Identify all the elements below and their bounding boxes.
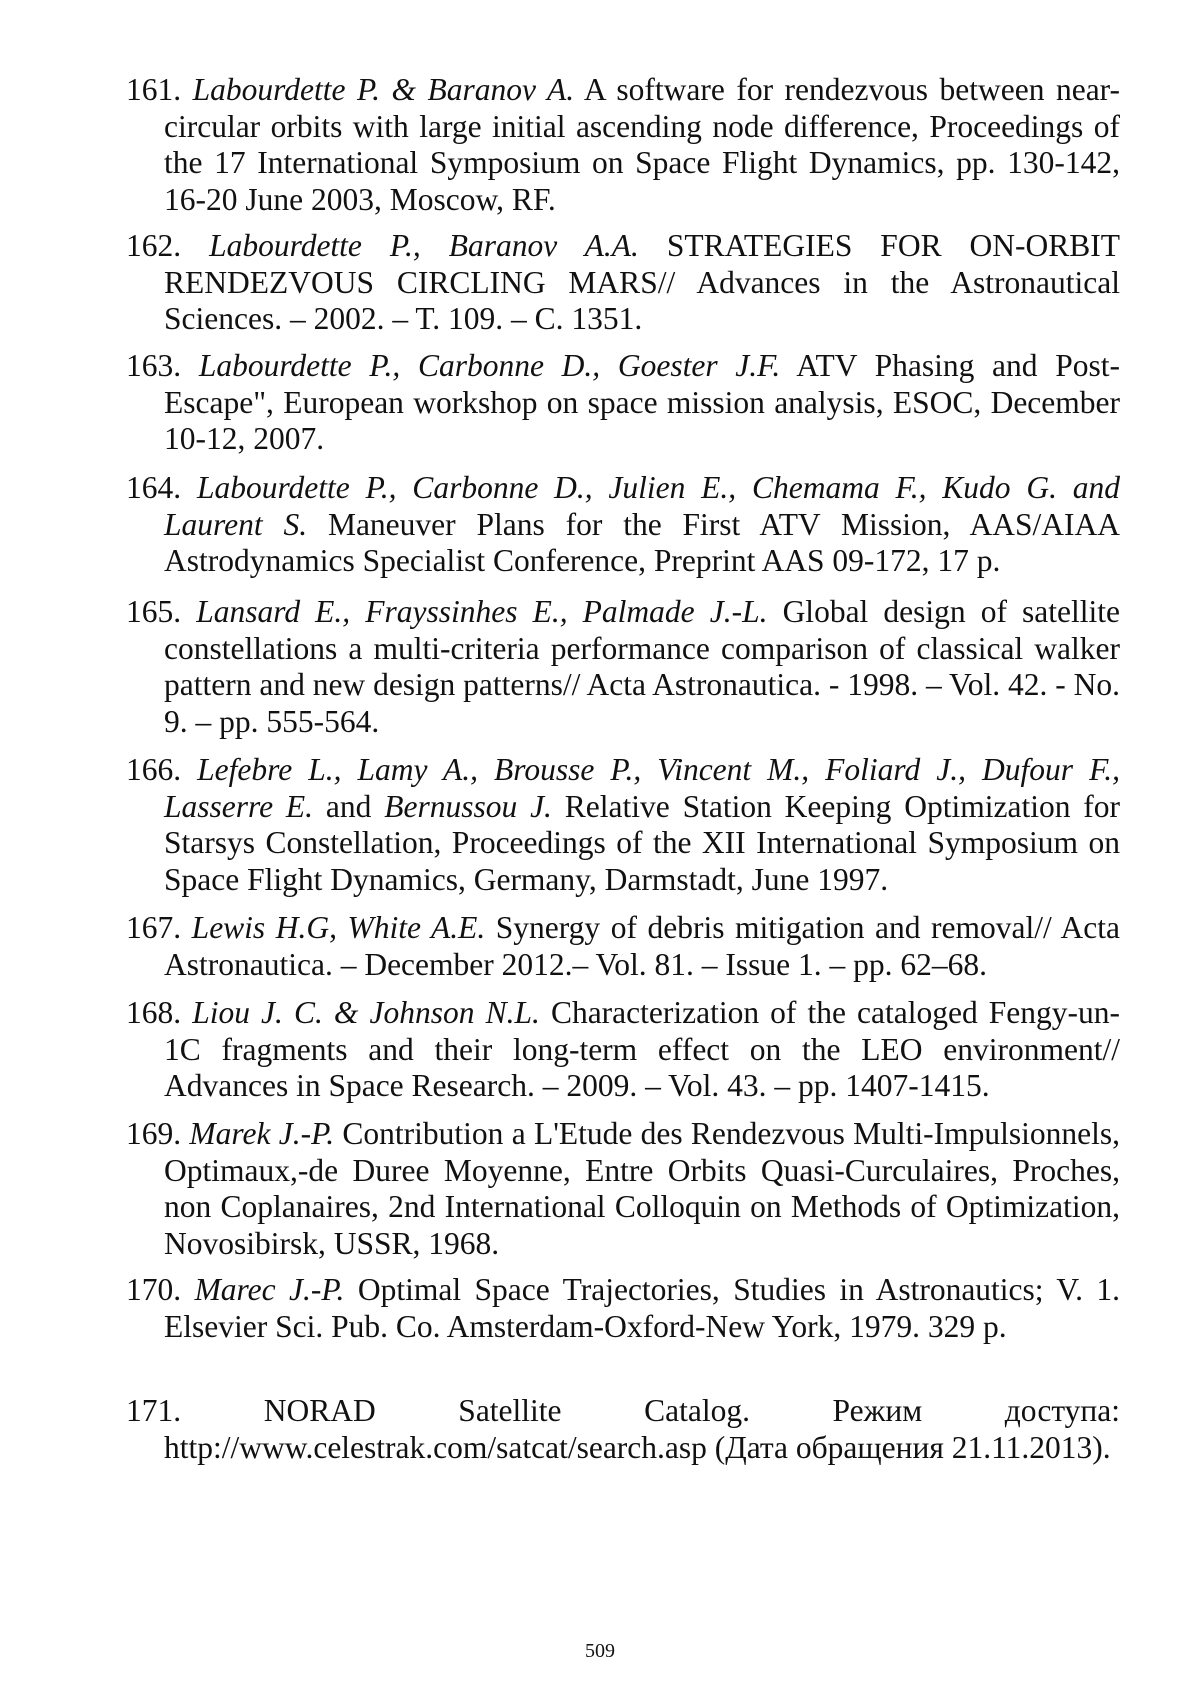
reference-text: Maneuver Plans for the First ATV Mission, AAS/AIAA Astrodynamics Specialist Conference, Preprint AAS 09-172, 17 p. <box>164 506 1120 578</box>
reference-text: Contribution a L'Etude des Rendezvous Multi-Impulsionnels, Optimaux,-de Duree Moyenne, Entre Orbits Quasi-Curculaires, Proches, non Coplanaires, 2nd International Colloquin on Methods of Optimization, Novosibirsk, USSR, 1968. <box>164 1116 1121 1261</box>
reference-number: 162. <box>126 228 182 263</box>
reference-item <box>126 910 1120 983</box>
reference-authors: Labourdette P., Carbonne D., Goester J.F. <box>198 348 781 383</box>
reference-item <box>126 752 1120 898</box>
reference-item <box>126 470 1120 580</box>
reference-text: Global design of satellite constellations a multi-criteria performance comparison of classical walker pattern and new design patterns// Acta Astronautica. - 1998. – Vol. 42. - No. 9. – pp. 555-564. <box>164 594 1120 739</box>
reference-text: NORAD Satellite Catalog. Режим доступа: http://www.celestrak.com/satcat/search.asp (Дата обращения 21.11.2013). <box>164 1393 1121 1465</box>
reference-item <box>126 348 1120 458</box>
reference-authors: Liou J. C. & Johnson N.L. <box>192 995 540 1030</box>
reference-item <box>126 1116 1120 1262</box>
reference-text: ATV Phasing and Post-Escape", European workshop on space mission analysis, ESOC, December 10-12, 2007. <box>164 348 1120 456</box>
page-number: 509 <box>585 1640 615 1662</box>
reference-item <box>126 995 1120 1105</box>
reference-authors: Marek J.-P. <box>189 1116 335 1151</box>
reference-text: Optimal Space Trajectories, Studies in Astronautics; V. 1. Elsevier Sci. Pub. Co. Amsterdam-Oxford-New York, 1979. 329 p. <box>164 1272 1121 1344</box>
reference-item <box>126 72 1120 218</box>
reference-number: 171. <box>126 1393 182 1428</box>
reference-number: 170. <box>126 1272 182 1307</box>
reference-conjunction: and <box>313 788 385 824</box>
reference-number: 165. <box>126 594 182 629</box>
reference-text: A software for rendezvous between near-circular orbits with large initial ascending node difference, Proceedings of the 17 International Symposium on Space Flight Dynamics, pp. 130-142, 16-20 June 2003, Moscow, RF. <box>164 72 1121 217</box>
reference-authors: Marec J.-P. <box>194 1272 345 1307</box>
reference-authors: Labourdette P. & Baranov A. <box>192 72 575 107</box>
reference-text: Relative Station Keeping Optimization for Starsys Constellation, Proceedings of the XII International Symposium on Space Flight Dynamics, Germany, Darmstadt, June 1997. <box>164 788 1121 897</box>
reference-number: 169. <box>126 1116 182 1151</box>
reference-authors: Lansard E., Frayssinhes E., Palmade J.-L. <box>196 594 768 629</box>
reference-text: Synergy of debris mitigation and removal// Acta Astronautica. – December 2012.– Vol. 81. – Issue 1. – pp. 62–68. <box>164 910 1121 982</box>
reference-number: 167. <box>126 910 182 945</box>
reference-authors: Bernussou J. <box>384 788 552 824</box>
reference-authors: Labourdette P., Carbonne D., Julien E., Chemama F., Kudo G. and Laurent S. <box>164 470 1121 542</box>
reference-item <box>126 594 1120 740</box>
reference-number: 163. <box>126 348 182 383</box>
reference-number: 164. <box>126 470 182 505</box>
reference-item <box>126 1393 1120 1466</box>
reference-item <box>126 228 1120 338</box>
reference-text: STRATEGIES FOR ON-ORBIT RENDEZVOUS CIRCLING MARS// Advances in the Astronautical Sciences. – 2002. – T. 109. – C. 1351. <box>164 228 1121 336</box>
reference-text: Characterization of the cataloged Fengy-un-1C fragments and their long-term effect on the LEO environment// Advances in Space Research. – 2009. – Vol. 43. – pp. 1407-1415. <box>164 995 1120 1103</box>
reference-authors: Labourdette P., Baranov A.A. <box>209 228 639 263</box>
reference-authors: Lefebre L., Lamy A., Brousse P., Vincent M., Foliard J., Dufour F., Lasserre E. <box>164 752 1121 824</box>
reference-number: 161. <box>126 72 182 107</box>
reference-number: 168. <box>126 995 182 1030</box>
reference-authors: Lewis H.G, White A.E. <box>191 910 486 945</box>
reference-item <box>126 1272 1120 1345</box>
reference-number: 166. <box>126 752 182 787</box>
